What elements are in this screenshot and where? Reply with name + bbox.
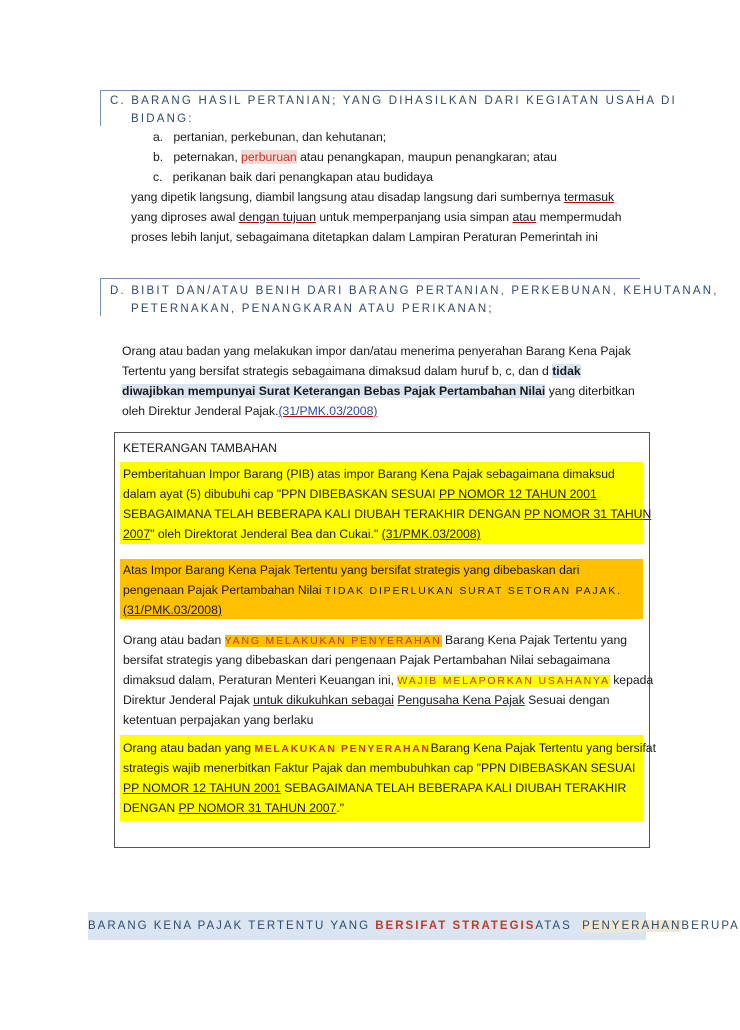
paragraph-line: 2007" oleh Direktorat Jenderal Bea dan Cukai." (31/PMK.03/2008) — [123, 527, 481, 541]
section-d-rule — [100, 278, 640, 279]
paragraph-line: yang dipetik langsung, diambil langsung atau disadap langsung dari sumbernya termasuk — [131, 190, 615, 204]
paragraph-line: Orang atau badan YANG MELAKUKAN PENYERAHAN Barang Kena Pajak Tertentu yang — [123, 633, 628, 647]
paragraph-line: Orang atau badan yang MELAKUKAN PENYERAHANBarang Kena Pajak Tertentu yang bersifat — [123, 741, 656, 755]
section-d-side-rule — [100, 278, 101, 316]
paragraph-line: strategis wajib menerbitkan Faktur Pajak dan membubuhkan cap "PPN DIBEBASKAN SESUAI — [123, 761, 636, 775]
paragraph-line: ketentuan perpajakan yang berlaku — [123, 713, 314, 727]
paragraph-line: proses lebih lanjut, sebagaimana ditetapkan dalam Lampiran Peraturan Pemerintah ini — [131, 230, 598, 244]
list-item: b. peternakan, perburuan atau penangkapan, maupun penangkaran; atau — [153, 150, 557, 164]
paragraph-line: PP NOMOR 12 TAHUN 2001 SEBAGAIMANA TELAH BEBERAPA KALI DIUBAH TERAKHIR — [123, 781, 627, 795]
paragraph-line: Atas Impor Barang Kena Pajak Tertentu yang bersifat strategis yang dibebaskan dari — [123, 563, 580, 577]
paragraph-line: bersifat strategis yang dibebaskan dari pengenaan Pajak Pertambahan Nilai sebagaimana — [123, 653, 611, 667]
paragraph-line: pengenaan Pajak Pertambahan Nilai TIDAK DIPERLUKAN SURAT SETORAN PAJAK. — [123, 583, 622, 597]
list-item: a. pertanian, perkebunan, dan kehutanan; — [153, 130, 387, 144]
section-c-side-rule — [100, 90, 101, 126]
section-d-heading-line2: PETERNAKAN, PENANGKARAN ATAU PERIKANAN; — [131, 303, 494, 315]
box-title: KETERANGAN TAMBAHAN — [123, 441, 277, 455]
highlight-perburuan: perburuan — [241, 150, 297, 164]
paragraph-line — [123, 600, 222, 620]
list-item: c. perikanan baik dari penangkapan atau budidaya — [153, 170, 433, 184]
reference-link[interactable]: (31/PMK.03/2008) — [278, 404, 378, 418]
footer-heading: BARANG KENA PAJAK TERTENTU YANG BERSIFAT STRATEGISATAS PENYERAHANBERUPA — [88, 912, 646, 940]
section-c-rule — [100, 90, 640, 91]
paragraph-line: yang diproses awal dengan tujuan untuk memperpanjang usia simpan atau mempermudah — [131, 210, 622, 224]
section-d-heading-line1: D. BIBIT DAN/ATAU BENIH DARI BARANG PERTANIAN, PERKEBUNAN, KEHUTANAN, — [110, 285, 719, 297]
paragraph-line: Tertentu yang bersifat strategis sebagaimana dimaksud dalam huruf b, c, dan d tidak — [122, 364, 581, 378]
paragraph-line: oleh Direktur Jenderal Pajak.(31/PMK.03/2008) — [122, 404, 378, 418]
paragraph-line: Pemberitahuan Impor Barang (PIB) atas impor Barang Kena Pajak sebagaimana dimaksud — [123, 467, 615, 481]
keterangan-tambahan-box — [114, 432, 656, 848]
paragraph-line: Direktur Jenderal Pajak untuk dikukuhkan sebagai Pengusaha Kena Pajak Sesuai dengan — [123, 693, 610, 707]
paragraph-line: DENGAN PP NOMOR 31 TAHUN 2007." — [123, 801, 345, 815]
paragraph-line: Orang atau badan yang melakukan impor dan/atau menerima penyerahan Barang Kena Pajak — [122, 344, 631, 358]
section-c-heading-line1: C. BARANG HASIL PERTANIAN; YANG DIHASILKAN DARI KEGIATAN USAHA DI — [110, 95, 677, 107]
paragraph-line: diwajibkan mempunyai Surat Keterangan Bebas Pajak Pertambahan Nilai yang diterbitkan — [122, 384, 635, 398]
section-c-heading-line2: BIDANG: — [131, 113, 194, 125]
paragraph-line: dalam ayat (5) dibubuhi cap "PPN DIBEBASKAN SESUAI PP NOMOR 12 TAHUN 2001 — [123, 487, 597, 501]
paragraph-line: dimaksud dalam, Peraturan Menteri Keuangan ini, WAJIB MELAPORKAN USAHANYA kepada — [123, 673, 654, 687]
reference-link[interactable]: (31/PMK.03/2008) — [123, 603, 222, 617]
reference-link[interactable]: (31/PMK.03/2008) — [381, 527, 481, 541]
paragraph-line: SEBAGAIMANA TELAH BEBERAPA KALI DIUBAH TERAKHIR DENGAN PP NOMOR 31 TAHUN — [123, 507, 652, 521]
